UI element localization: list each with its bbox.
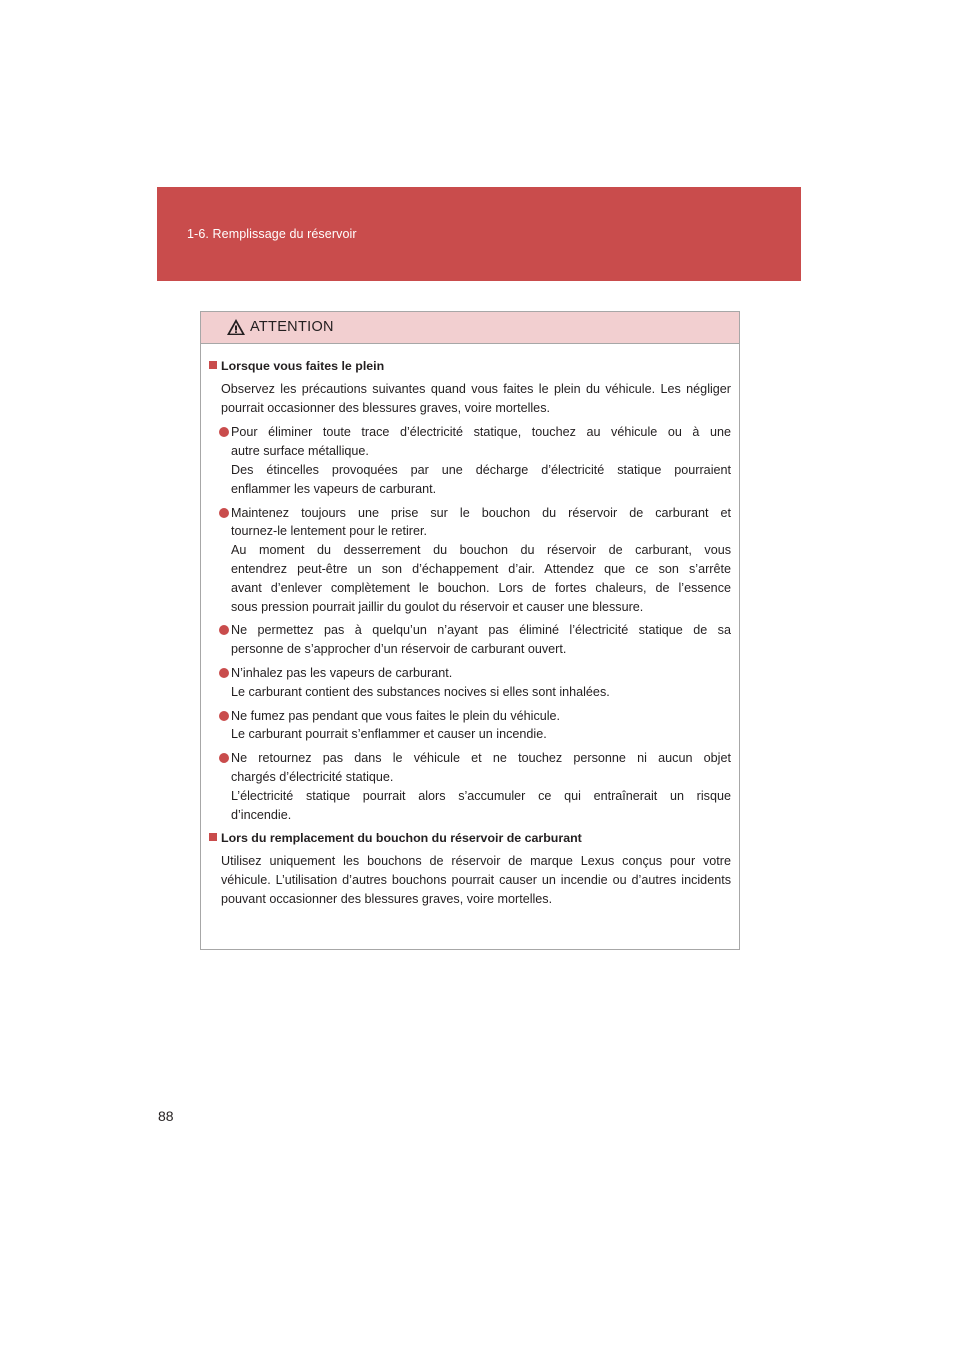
warning-triangle-icon — [226, 318, 246, 336]
bullet-line: Ne fumez pas pendant que vous faites le plein du véhicule. — [231, 708, 561, 723]
bullet-line: Le carburant pourrait s’enflammer et causer un incendie. — [231, 727, 547, 742]
bullet-line: Au moment du desserrement du bouchon du réservoir de carburant, vous — [231, 543, 731, 558]
bullet-line: enflammer les vapeurs de carburant. — [231, 481, 437, 496]
bullet-line: avant d’enlever complètement le bouchon. Lors de fortes chaleurs, de l’essence — [231, 580, 731, 595]
list-item — [209, 664, 731, 702]
list-item — [209, 749, 731, 824]
page-number: 88 — [158, 1108, 174, 1124]
bullet-line: tournez-le lentement pour le retirer. — [231, 524, 428, 539]
square-bullet-icon — [209, 361, 217, 369]
bullet-line: Pour éliminer toute trace d’électricité statique, touchez au véhicule ou à une — [231, 425, 731, 440]
round-bullet-icon — [219, 427, 229, 437]
warning-header — [201, 312, 739, 344]
section-title: 1-6. Remplissage du réservoir — [187, 227, 357, 241]
section-body: Utilisez uniquement les bouchons de réservoir de marque Lexus conçus pour votre véhicule. L’utilisation d’autres bouchons pourrait causer un incendie ou d’autres incidents pouvant occasionner des blessures graves, voire mortelles. — [221, 854, 731, 906]
round-bullet-icon — [219, 508, 229, 518]
section-header-band — [157, 187, 801, 281]
list-item — [209, 707, 731, 745]
section-heading-cap — [209, 829, 731, 848]
warning-body — [201, 344, 739, 909]
round-bullet-icon — [219, 668, 229, 678]
round-bullet-icon — [219, 711, 229, 721]
bullet-line: chargés d’électricité statique. — [231, 769, 394, 784]
bullet-line: Le carburant contient des substances nocives si elles sont inhalées. — [231, 684, 610, 699]
section-intro: Observez les précautions suivantes quand vous faites le plein du véhicule. Les négliger pourrait occasionner des blessures graves, voire mortelles. — [221, 381, 731, 415]
bullet-line: autre surface métallique. — [231, 444, 369, 459]
bullet-line: d’incendie. — [231, 807, 292, 822]
list-item — [209, 423, 731, 498]
bullet-line: Ne permettez pas à quelqu’un n’ayant pas éliminé l’électricité statique de sa — [231, 623, 731, 638]
list-item — [209, 621, 731, 659]
section-heading-refuel — [209, 357, 731, 376]
list-item — [209, 504, 731, 617]
bullet-line: Maintenez toujours une prise sur le bouchon du réservoir de carburant et — [231, 505, 731, 520]
bullet-line: Ne retournez pas dans le véhicule et ne touchez personne ni aucun objet — [231, 751, 731, 766]
bullet-line: sous pression pourrait jaillir du goulot du réservoir et causer une blessure. — [231, 599, 644, 614]
section-heading-text: Lors du remplacement du bouchon du réservoir de carburant — [221, 831, 582, 846]
warning-box — [200, 311, 740, 950]
round-bullet-icon — [219, 625, 229, 635]
section-heading-text: Lorsque vous faites le plein — [221, 359, 385, 373]
bullet-line: Des étincelles provoquées par une décharge d’électricité statique pourraient — [231, 462, 731, 477]
warning-title: ATTENTION — [250, 319, 334, 335]
round-bullet-icon — [219, 753, 229, 763]
bullet-line: personne de s’approcher d’un réservoir de carburant ouvert. — [231, 642, 567, 657]
bullet-line: entendrez peut-être un son d’échappement d’air. Attendez que ce son s’arrête — [231, 561, 731, 576]
bullet-line: L’électricité statique pourrait alors s’accumuler ce qui entraînerait un risque — [231, 788, 731, 803]
bullet-line: N’inhalez pas les vapeurs de carburant. — [231, 665, 453, 680]
square-bullet-icon — [209, 833, 217, 841]
